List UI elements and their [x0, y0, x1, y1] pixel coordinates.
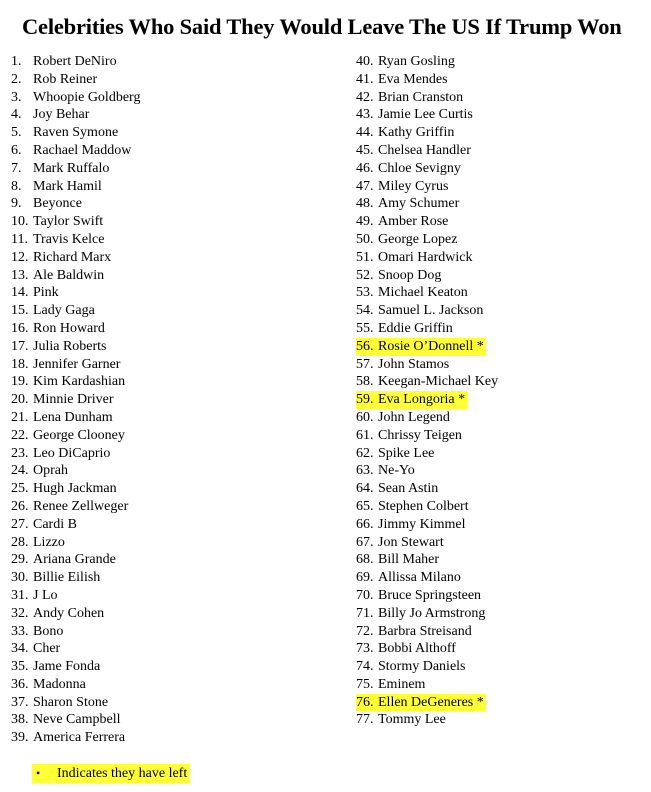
list-item-name: Sean Astin	[378, 481, 439, 497]
list-item	[11, 338, 140, 356]
list-item-name: Lady Gaga	[33, 303, 95, 319]
list-item	[356, 267, 498, 285]
highlighted-entry	[356, 338, 486, 356]
list-item	[11, 462, 140, 480]
list-item-number: 50.	[356, 231, 374, 247]
list-item-name: Renee Zellweger	[33, 498, 129, 514]
list-item-name: Kim Kardashian	[33, 374, 126, 390]
list-item-name: Bill Maher	[378, 552, 440, 568]
list-item	[11, 569, 140, 587]
list-item-number: 51.	[356, 249, 374, 265]
list-item-name: Chelsea Handler	[378, 142, 471, 158]
list-item-name: John Stamos	[378, 356, 450, 372]
list-item-name: Tommy Lee	[378, 712, 446, 728]
list-item	[11, 71, 140, 89]
list-item-name: Rosie O’Donnell *	[378, 338, 484, 354]
list-item	[356, 605, 498, 623]
list-item-number: 62.	[356, 445, 374, 461]
list-item	[356, 89, 498, 107]
list-item-number: 9.	[11, 196, 22, 212]
list-item-name: Kathy Griffin	[378, 125, 455, 141]
list-item-number: 20.	[11, 392, 29, 408]
list-item	[356, 623, 498, 641]
list-item-number: 24.	[11, 463, 29, 479]
list-item-number: 30.	[11, 570, 29, 586]
list-item	[11, 178, 140, 196]
list-item-number: 42.	[356, 89, 374, 105]
list-item-name: Eva Mendes	[378, 71, 448, 87]
list-item-name: Taylor Swift	[33, 214, 104, 230]
list-item-number: 54.	[356, 303, 374, 319]
list-item-number: 68.	[356, 552, 374, 568]
list-item-number: 66.	[356, 516, 374, 532]
list-item	[11, 551, 140, 569]
list-item-name: Ne-Yo	[378, 463, 415, 479]
list-item	[11, 124, 140, 142]
list-item-number: 74.	[356, 659, 374, 675]
list-item-number: 11.	[11, 231, 28, 247]
list-item-number: 19.	[11, 374, 29, 390]
celebrity-list-right	[356, 53, 498, 729]
list-item-name: Hugh Jackman	[33, 481, 117, 497]
list-item	[11, 498, 140, 516]
list-item-number: 35.	[11, 659, 29, 675]
list-item-number: 40.	[356, 54, 374, 69]
list-item-name: Beyonce	[33, 196, 82, 212]
list-item	[11, 480, 140, 498]
list-item	[356, 640, 498, 658]
list-item-number: 1.	[11, 54, 22, 69]
list-item-name: Jame Fonda	[33, 659, 101, 675]
list-item-number: 64.	[356, 481, 374, 497]
list-item	[11, 676, 140, 694]
list-item-name: Billy Jo Armstrong	[378, 605, 486, 621]
list-item-number: 67.	[356, 534, 374, 550]
list-item-name: Omari Hardwick	[378, 249, 473, 265]
list-item-name: Bruce Springsteen	[378, 587, 482, 603]
list-item-number: 26.	[11, 498, 29, 514]
list-item-number: 47.	[356, 178, 374, 194]
list-item-number: 53.	[356, 285, 374, 301]
list-item-number: 14.	[11, 285, 29, 301]
list-item-number: 7.	[11, 160, 22, 176]
list-item-name: J Lo	[33, 587, 58, 603]
list-item-number: 55.	[356, 320, 374, 336]
list-item-number: 57.	[356, 356, 374, 372]
list-item-number: 5.	[11, 125, 22, 141]
list-item-number: 71.	[356, 605, 374, 621]
list-item	[356, 53, 498, 71]
list-item-name: Pink	[33, 285, 59, 301]
list-item-name: Robert DeNiro	[33, 54, 117, 69]
list-item-name: Allissa Milano	[378, 570, 461, 586]
list-item-name: Samuel L. Jackson	[378, 303, 484, 319]
list-item	[356, 106, 498, 124]
list-item-name: Jennifer Garner	[33, 356, 121, 372]
list-item-name: Mark Hamil	[33, 178, 102, 194]
list-item	[11, 142, 140, 160]
list-item	[356, 694, 498, 712]
list-item-number: 58.	[356, 374, 374, 390]
list-item	[356, 302, 498, 320]
list-item	[356, 160, 498, 178]
list-item-number: 69.	[356, 570, 374, 586]
list-item	[356, 373, 498, 391]
list-item	[356, 587, 498, 605]
list-item-name: Ellen DeGeneres *	[378, 694, 484, 710]
list-item	[11, 89, 140, 107]
list-item-number: 39.	[11, 730, 29, 746]
list-item-number: 3.	[11, 89, 22, 105]
list-item-name: Stormy Daniels	[378, 659, 466, 675]
list-item	[11, 53, 140, 71]
list-item	[356, 445, 498, 463]
list-item-name: Travis Kelce	[33, 231, 105, 247]
list-item	[356, 178, 498, 196]
list-item	[356, 320, 498, 338]
list-item	[11, 231, 140, 249]
list-item	[356, 249, 498, 267]
list-item-number: 70.	[356, 587, 374, 603]
list-item-number: 56.	[356, 338, 374, 354]
list-item-number: 29.	[11, 552, 29, 568]
list-item-number: 17.	[11, 338, 29, 354]
list-item-name: George Lopez	[378, 231, 458, 247]
footnote-text: Indicates they have left	[57, 766, 188, 781]
list-item-name: Bono	[33, 623, 64, 639]
list-item-name: Spike Lee	[378, 445, 435, 461]
list-item	[11, 640, 140, 658]
list-item	[11, 320, 140, 338]
list-item-name: Ariana Grande	[33, 552, 116, 568]
list-item-name: Richard Marx	[33, 249, 112, 265]
list-item-name: Sharon Stone	[33, 694, 109, 710]
highlighted-entry	[356, 694, 486, 712]
list-item	[11, 605, 140, 623]
celebrity-list-left	[11, 53, 140, 747]
list-item-name: Raven Symone	[33, 125, 119, 141]
list-item-name: George Clooney	[33, 427, 125, 443]
highlighted-entry	[356, 391, 467, 409]
list-item-name: Billie Eilish	[33, 570, 101, 586]
list-item-number: 60.	[356, 409, 374, 425]
list-item-name: Bobbi Althoff	[378, 641, 456, 657]
list-item-number: 38.	[11, 712, 29, 728]
list-item	[356, 231, 498, 249]
list-item	[11, 267, 140, 285]
list-item	[356, 427, 498, 445]
list-item-number: 77.	[356, 712, 374, 728]
list-item-name: Cardi B	[33, 516, 77, 532]
list-item	[356, 391, 498, 409]
list-item-name: Rob Reiner	[33, 71, 98, 87]
list-item-name: Ryan Gosling	[378, 54, 455, 69]
list-item-number: 33.	[11, 623, 29, 639]
list-item-name: Joy Behar	[33, 107, 90, 123]
list-item	[356, 71, 498, 89]
list-item-number: 13.	[11, 267, 29, 283]
list-item-name: Eddie Griffin	[378, 320, 453, 336]
list-item-number: 45.	[356, 142, 374, 158]
list-item	[356, 516, 498, 534]
list-item-name: Ale Baldwin	[33, 267, 105, 283]
list-item-name: Keegan-Michael Key	[378, 374, 499, 390]
list-item-name: Lena Dunham	[33, 409, 113, 425]
list-item-name: Eminem	[378, 676, 426, 692]
list-item-name: Chrissy Teigen	[378, 427, 462, 443]
list-item-number: 4.	[11, 107, 22, 123]
list-item	[356, 409, 498, 427]
list-item	[356, 462, 498, 480]
list-item	[11, 587, 140, 605]
list-item-number: 23.	[11, 445, 29, 461]
list-item	[11, 160, 140, 178]
list-item-number: 44.	[356, 125, 374, 141]
list-item-number: 25.	[11, 481, 29, 497]
list-item-number: 37.	[11, 694, 29, 710]
footnote	[32, 764, 189, 783]
list-item	[11, 427, 140, 445]
list-item-number: 61.	[356, 427, 374, 443]
list-item	[11, 195, 140, 213]
list-item-number: 36.	[11, 676, 29, 692]
list-item	[11, 249, 140, 267]
list-item-number: 65.	[356, 498, 374, 514]
list-item	[11, 391, 140, 409]
list-item	[11, 356, 140, 374]
list-item	[356, 195, 498, 213]
list-item	[11, 373, 140, 391]
list-item	[11, 729, 140, 747]
list-item-name: Jimmy Kimmel	[378, 516, 466, 532]
list-item-name: Brian Cranston	[378, 89, 464, 105]
list-item	[356, 124, 498, 142]
list-item-number: 10.	[11, 214, 29, 230]
list-item	[11, 694, 140, 712]
list-item	[356, 534, 498, 552]
list-item	[356, 676, 498, 694]
list-item-name: Jon Stewart	[378, 534, 444, 550]
list-item	[11, 445, 140, 463]
list-item-number: 15.	[11, 303, 29, 319]
list-item-name: Minnie Driver	[33, 392, 114, 408]
list-item	[356, 356, 498, 374]
list-item-name: Madonna	[33, 676, 86, 692]
list-item-name: Miley Cyrus	[378, 178, 449, 194]
list-item	[11, 106, 140, 124]
list-item-name: Stephen Colbert	[378, 498, 469, 514]
list-item-number: 49.	[356, 214, 374, 230]
list-item-number: 75.	[356, 676, 374, 692]
list-item-number: 63.	[356, 463, 374, 479]
list-item-name: Amber Rose	[378, 214, 449, 230]
list-item-name: Amy Schumer	[378, 196, 460, 212]
list-item-number: 43.	[356, 107, 374, 123]
list-item	[356, 711, 498, 729]
list-item-number: 31.	[11, 587, 29, 603]
list-item-number: 48.	[356, 196, 374, 212]
list-item	[11, 213, 140, 231]
list-item-number: 34.	[11, 641, 29, 657]
list-item	[356, 284, 498, 302]
list-item-name: Michael Keaton	[378, 285, 468, 301]
list-item-number: 16.	[11, 320, 29, 336]
list-item-number: 72.	[356, 623, 374, 639]
list-item	[356, 551, 498, 569]
list-item-name: Chloe Sevigny	[378, 160, 461, 176]
list-item	[356, 569, 498, 587]
list-item	[356, 142, 498, 160]
list-item-number: 18.	[11, 356, 29, 372]
list-item-name: Neve Campbell	[33, 712, 121, 728]
list-item-number: 46.	[356, 160, 374, 176]
list-item-name: Andy Cohen	[33, 605, 105, 621]
list-item-number: 52.	[356, 267, 374, 283]
list-item	[11, 302, 140, 320]
list-item-number: 12.	[11, 249, 29, 265]
list-item-name: Mark Ruffalo	[33, 160, 110, 176]
list-item	[11, 409, 140, 427]
list-item	[11, 711, 140, 729]
list-item-number: 41.	[356, 71, 374, 87]
list-item-number: 76.	[356, 694, 374, 710]
list-item-name: Ron Howard	[33, 320, 105, 336]
list-item-number: 21.	[11, 409, 29, 425]
list-item-name: Julia Roberts	[33, 338, 107, 354]
list-item	[356, 498, 498, 516]
list-item-name: Lizzo	[33, 534, 65, 550]
list-item-name: Jamie Lee Curtis	[378, 107, 473, 123]
list-item	[11, 658, 140, 676]
list-item	[356, 480, 498, 498]
list-item-name: Eva Longoria *	[378, 392, 466, 408]
list-item-number: 28.	[11, 534, 29, 550]
list-item-number: 22.	[11, 427, 29, 443]
list-item-name: Whoopie Goldberg	[33, 89, 141, 105]
list-item-name: John Legend	[378, 409, 450, 425]
list-item-number: 27.	[11, 516, 29, 532]
list-item-number: 8.	[11, 178, 22, 194]
list-item-name: Barbra Streisand	[378, 623, 472, 639]
list-item-name: Cher	[33, 641, 61, 657]
list-item-number: 73.	[356, 641, 374, 657]
list-item	[11, 516, 140, 534]
list-item	[11, 284, 140, 302]
list-item-number: 59.	[356, 392, 374, 408]
list-item-name: Oprah	[33, 463, 68, 479]
list-item	[11, 534, 140, 552]
list-item-name: Snoop Dog	[378, 267, 442, 283]
list-item	[11, 623, 140, 641]
list-item	[356, 213, 498, 231]
list-item-name: America Ferrera	[33, 730, 126, 746]
bullet-icon: •	[36, 766, 41, 780]
list-item	[356, 338, 498, 356]
list-item-number: 32.	[11, 605, 29, 621]
list-item-number: 2.	[11, 71, 22, 87]
list-item-name: Rachael Maddow	[33, 142, 132, 158]
list-item-number: 6.	[11, 142, 22, 158]
list-item	[356, 658, 498, 676]
list-item-name: Leo DiCaprio	[33, 445, 111, 461]
page-title: Celebrities Who Said They Would Leave The US If Trump Won	[22, 14, 622, 39]
